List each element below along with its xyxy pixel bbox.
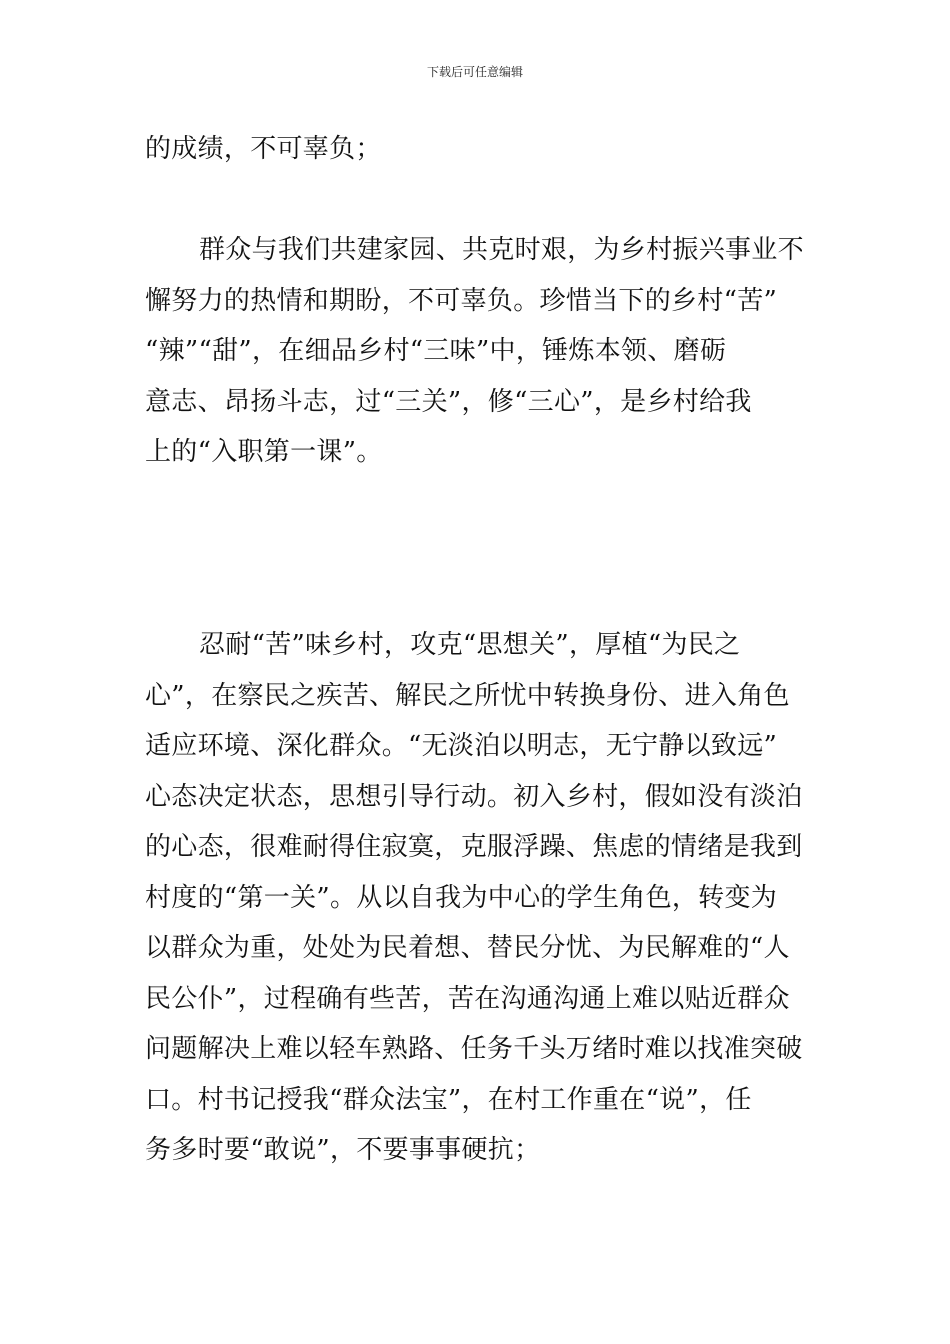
text-line: 的心态，很难耐得住寂寞，克服浮躁、焦虑的情绪是我到 bbox=[145, 832, 803, 862]
text-line: 意志、昂扬斗志，过“三关”，修“三心”，是乡村给我 bbox=[145, 386, 752, 417]
text-line: 问题解决上难以轻车熟路、任务千头万绪时难以找准突破 bbox=[145, 1034, 803, 1064]
text-line: 心态决定状态，思想引导行动。初入乡村，假如没有淡泊 bbox=[145, 781, 803, 812]
text-line: 村度的“第一关”。从以自我为中心的学生角色，转变为 bbox=[145, 882, 778, 913]
text-line: 群众与我们共建家园、共克时艰，为乡村振兴事业不 bbox=[199, 235, 804, 265]
text-line: 民公仆”，过程确有些苦，苦在沟通沟通上难以贴近群众 bbox=[145, 983, 790, 1014]
text-line: 以群众为重，处处为民着想、替民分忧、为民解难的“人 bbox=[145, 933, 790, 963]
text-line: 的成绩，不可辜负； bbox=[145, 134, 382, 164]
text-line: 上的“入职第一课”。 bbox=[145, 437, 383, 467]
text-line: 心”，在察民之疾苦、解民之所忧中转换身份、进入角色 bbox=[145, 680, 790, 711]
paragraph-endure-bitterness bbox=[145, 620, 810, 1176]
text-line: 务多时要“敢说”，不要事事硬抗； bbox=[145, 1135, 541, 1165]
paragraph-villagers bbox=[145, 225, 810, 478]
text-line: 适应环境、深化群众。“无淡泊以明志，无宁静以致远” bbox=[145, 731, 778, 761]
text-line: 忍耐“苦”味乡村，攻克“思想关”，厚植“为民之 bbox=[199, 630, 741, 660]
paragraph-continuation bbox=[145, 124, 810, 175]
page-header: 下载后可任意编辑 bbox=[426, 65, 523, 79]
text-line: 口。村书记授我“群众法宝”，在村工作重在“说”，任 bbox=[145, 1084, 752, 1115]
text-line: “辣”“甜”，在细品乡村“三味”中，锤炼本领、磨砺 bbox=[145, 336, 727, 366]
text-line: 懈努力的热情和期盼，不可辜负。珍惜当下的乡村“苦” bbox=[145, 285, 778, 316]
